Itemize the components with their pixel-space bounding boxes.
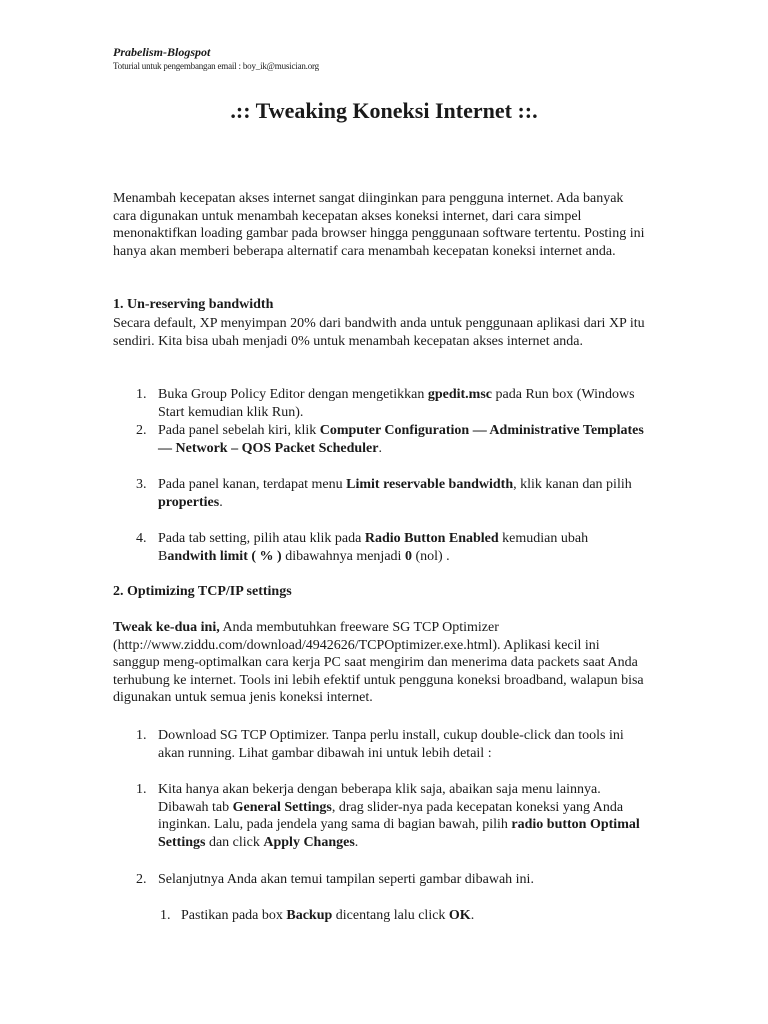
list-number: 1.	[136, 728, 147, 743]
list-number: 1.	[136, 387, 147, 402]
list-item: Pada panel sebelah kiri, klik Computer Configuration — Administrative Templates — Network – QOS Packet Scheduler.	[158, 423, 644, 456]
list-item: Buka Group Policy Editor dengan mengetikkan gpedit.msc pada Run box (Windows Start kemudian klik Run).	[158, 387, 635, 420]
section2-heading: 2. Optimizing TCP/IP settings	[113, 584, 292, 599]
list-number: 1.	[160, 908, 171, 923]
blog-name: Prabelism-Blogspot	[113, 45, 211, 59]
list-item: Download SG TCP Optimizer. Tanpa perlu install, cukup double-click dan tools ini akan running. Lihat gambar dibawah ini untuk lebih detail :	[158, 728, 624, 761]
list-number: 3.	[136, 477, 147, 492]
section2-lead: Tweak ke-dua ini, Anda membutuhkan freeware SG TCP Optimizer (http://www.ziddu.com/download/4942626/TCPOptimizer.exe.html). Aplikasi kecil ini sanggup meng-optimalkan cara kerja PC saat mengirim dan menerima data packets saat Anda terhubung ke internet. Tools ini lebih efektif untuk pengguna koneksi broadband, walapun bisa digunakan untuk semua jenis koneksi internet.	[113, 620, 644, 705]
list-item: Pastikan pada box Backup dicentang lalu click OK.	[181, 908, 475, 923]
header-subtitle: Toturial untuk pengembangan email : boy_ik@musician.org	[113, 61, 319, 71]
intro-paragraph: Menambah kecepatan akses internet sangat diinginkan para pengguna internet. Ada banyak cara digunakan untuk menambah kecepatan akses koneksi internet, dari cara simpel menonaktifkan loading gambar pada browser hingga penggunaan software tertentu. Posting ini hanya akan memberi beberapa alternatif cara menambah kecepatan koneksi internet anda.	[113, 191, 645, 259]
list-item: Selanjutnya Anda akan temui tampilan seperti gambar dibawah ini.	[158, 872, 534, 887]
list-number: 2.	[136, 423, 147, 438]
section1-heading: 1. Un-reserving bandwidth	[113, 297, 274, 312]
list-item: Kita hanya akan bekerja dengan beberapa klik saja, abaikan saja menu lainnya. Dibawah tab General Settings, drag slider-nya pada kecepatan koneksi yang Anda inginkan. Lalu, pada jendela yang sama di bagian bawah, pilih radio button Optimal Settings dan click Apply Changes.	[158, 782, 640, 850]
page-title: .:: Tweaking Koneksi Internet ::.	[230, 98, 538, 123]
list-number: 1.	[136, 782, 147, 797]
list-item: Pada panel kanan, terdapat menu Limit reservable bandwidth, klik kanan dan pilih properties.	[158, 477, 632, 510]
list-number: 2.	[136, 872, 147, 887]
section1-body: Secara default, XP menyimpan 20% dari bandwith anda untuk penggunaan aplikasi dari XP itu sendiri. Kita bisa ubah menjadi 0% untuk menambah kecepatan akses internet anda.	[113, 316, 645, 349]
list-number: 4.	[136, 531, 147, 546]
list-item: Pada tab setting, pilih atau klik pada Radio Button Enabled kemudian ubah Bandwith limit ( % ) dibawahnya menjadi 0 (nol) .	[158, 531, 589, 564]
